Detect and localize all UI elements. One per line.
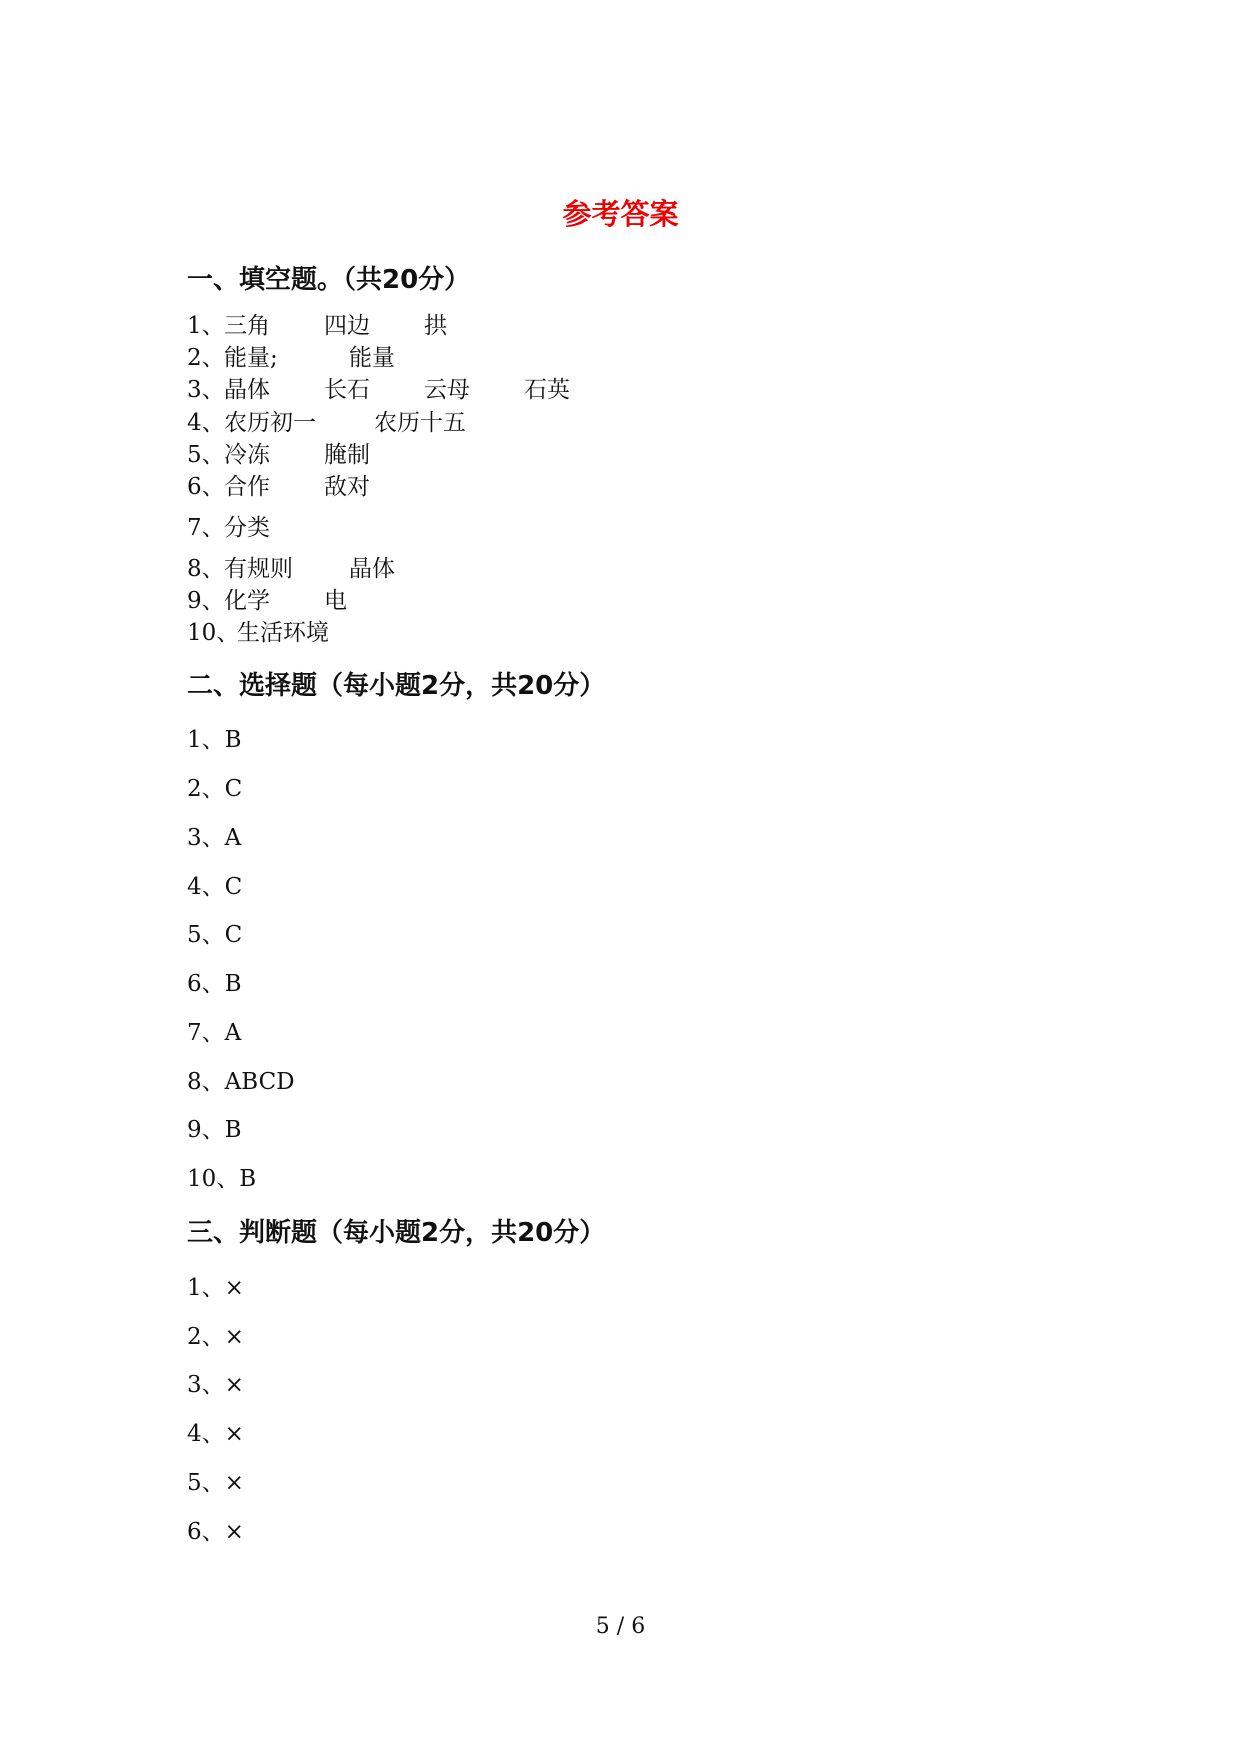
answer: 生活环境	[237, 620, 329, 646]
fill-blank-item-2	[187, 343, 395, 373]
choice-answer-4: 4、C	[187, 874, 243, 900]
section-heading-fill-blank: 一、填空题。（共20分）	[187, 265, 471, 295]
answer: 拱	[424, 313, 447, 339]
answer: 三角	[224, 313, 270, 339]
choice-answer-3: 3、A	[187, 825, 242, 851]
choice-answer-10: 10、B	[187, 1166, 257, 1192]
choice-answer-1: 1、B	[187, 727, 242, 753]
judgement-answer-2: 2、×	[187, 1324, 244, 1350]
answer: 云母	[424, 377, 470, 403]
choice-answer-2: 2、C	[187, 776, 243, 802]
choice-answer-7: 7、A	[187, 1020, 242, 1046]
item-number: 2、	[187, 345, 225, 371]
answer: 冷冻	[224, 442, 270, 468]
judgement-answer-1: 1、×	[187, 1275, 244, 1301]
page-title: 参考答案	[562, 197, 679, 231]
answer: 晶体	[224, 377, 270, 403]
answer: 石英	[524, 377, 570, 403]
item-number: 9、	[187, 588, 225, 614]
fill-blank-item-9	[187, 586, 347, 616]
fill-blank-item-5	[187, 440, 370, 470]
fill-blank-item-1	[187, 311, 447, 341]
choice-answer-6: 6、B	[187, 971, 242, 997]
item-number: 6、	[187, 474, 225, 500]
answer: 敌对	[324, 474, 370, 500]
fill-blank-item-4	[187, 408, 466, 438]
choice-answer-5: 5、C	[187, 922, 243, 948]
choice-answer-9: 9、B	[187, 1117, 242, 1143]
item-number: 3、	[187, 377, 225, 403]
section-heading-multiple-choice: 二、选择题（每小题2分，共20分）	[187, 671, 606, 701]
fill-blank-item-8	[187, 554, 395, 584]
judgement-answer-5: 5、×	[187, 1470, 244, 1496]
item-number: 8、	[187, 556, 225, 582]
answer: 晶体	[349, 556, 395, 582]
answer: 能量;	[224, 345, 278, 371]
answer: 四边	[324, 313, 370, 339]
answer: 农历初一	[224, 410, 316, 436]
section-heading-true-false: 三、判断题（每小题2分，共20分）	[187, 1218, 606, 1248]
fill-blank-item-3	[187, 375, 570, 405]
judgement-answer-6: 6、×	[187, 1519, 244, 1545]
answer: 分类	[224, 515, 270, 541]
answer: 化学	[224, 588, 270, 614]
item-number: 7、	[187, 515, 225, 541]
item-number: 5、	[187, 442, 225, 468]
judgement-answer-3: 3、×	[187, 1372, 244, 1398]
answer: 能量	[349, 345, 395, 371]
fill-blank-item-10	[187, 618, 329, 648]
fill-blank-item-6	[187, 472, 370, 502]
page-number: 5 / 6	[595, 1614, 646, 1639]
answer: 有规则	[224, 556, 293, 582]
item-number: 4、	[187, 410, 225, 436]
answer: 电	[324, 588, 347, 614]
answer: 农历十五	[374, 410, 466, 436]
answer: 合作	[224, 474, 270, 500]
choice-answer-8: 8、ABCD	[187, 1069, 295, 1095]
answer: 腌制	[324, 442, 370, 468]
fill-blank-item-7	[187, 513, 270, 543]
item-number: 10、	[187, 620, 240, 646]
answer: 长石	[324, 377, 370, 403]
judgement-answer-4: 4、×	[187, 1421, 244, 1447]
item-number: 1、	[187, 313, 225, 339]
